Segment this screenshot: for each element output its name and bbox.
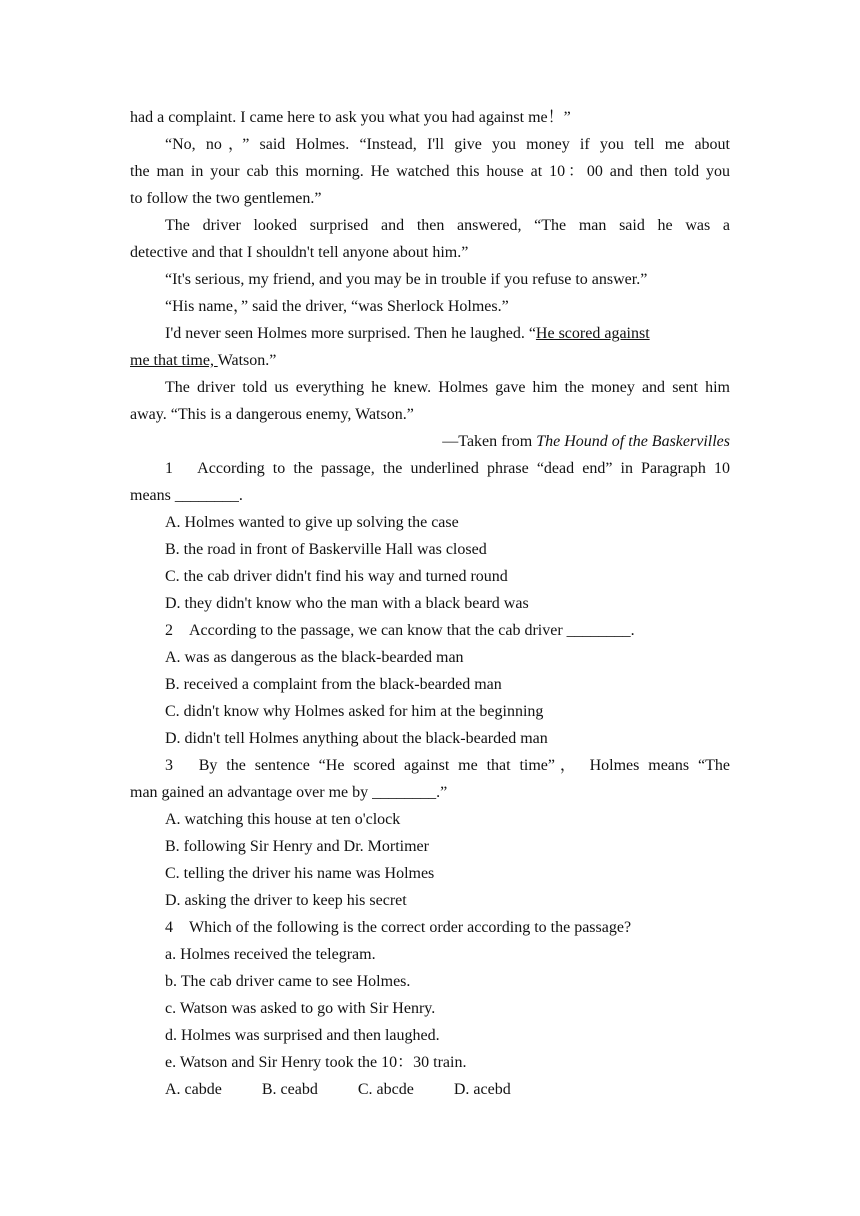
question-stem: 3 By the sentence “He scored against me that time”， Holmes means “The xyxy=(165,757,730,774)
source-title: The Hound of the Baskervilles xyxy=(536,433,730,450)
passage-line: The driver looked surprised and then answered, “The man said he was a xyxy=(165,217,730,234)
answer-option: B. received a complaint from the black-bearded man xyxy=(165,676,502,693)
answer-option: C. didn't know why Holmes asked for him at the beginning xyxy=(165,703,544,720)
answer-option: A. was as dangerous as the black-bearded man xyxy=(165,649,464,666)
passage-line: detective and that I shouldn't tell anyone about him.” xyxy=(130,244,469,261)
passage-line: to follow the two gentlemen.” xyxy=(130,190,322,207)
event-item: c. Watson was asked to go with Sir Henry. xyxy=(165,1000,436,1017)
passage-line: had a complaint. I came here to ask you what you had against me！” xyxy=(130,109,571,126)
event-item: b. The cab driver came to see Holmes. xyxy=(165,973,411,990)
event-item: e. Watson and Sir Henry took the 10：30 train. xyxy=(165,1054,467,1071)
answer-option: A. watching this house at ten o'clock xyxy=(165,811,401,828)
event-item: a. Holmes received the telegram. xyxy=(165,946,376,963)
question-stem: means ________. xyxy=(130,487,243,504)
answer-option: D. asking the driver to keep his secret xyxy=(165,892,407,909)
answer-option: D. didn't tell Holmes anything about the black-bearded man xyxy=(165,730,548,747)
question-stem: 1 According to the passage, the underlined phrase “dead end” in Paragraph 10 xyxy=(165,460,730,477)
source-citation xyxy=(130,428,730,455)
passage-line: “No, no，” said Holmes. “Instead, I'll give you money if you tell me about xyxy=(165,136,730,153)
passage-text: Watson.” xyxy=(217,352,277,369)
source-prefix: —Taken from xyxy=(442,433,537,450)
answer-option: C. abcde xyxy=(357,1081,414,1098)
event-item: d. Holmes was surprised and then laughed. xyxy=(165,1027,440,1044)
passage-line: “It's serious, my friend, and you may be in trouble if you refuse to answer.” xyxy=(165,271,648,288)
passage-text: I'd never seen Holmes more surprised. Then he laughed. “ xyxy=(165,325,536,342)
answer-option: B. following Sir Henry and Dr. Mortimer xyxy=(165,838,429,855)
answer-options-row xyxy=(130,1076,730,1103)
passage-line-with-underline xyxy=(130,320,730,347)
answer-option: C. telling the driver his name was Holmes xyxy=(165,865,435,882)
answer-option: D. acebd xyxy=(453,1081,511,1098)
passage-line: away. “This is a dangerous enemy, Watson.” xyxy=(130,406,414,423)
document-page xyxy=(130,104,730,1103)
question-stem: 4 Which of the following is the correct order according to the passage? xyxy=(165,919,632,936)
passage-line: the man in your cab this morning. He watched this house at 10：00 and then told you xyxy=(130,163,730,180)
answer-option: A. cabde xyxy=(165,1081,222,1098)
question-stem: 2 According to the passage, we can know that the cab driver ________. xyxy=(165,622,635,639)
passage-line: “His name，” said the driver, “was Sherlock Holmes.” xyxy=(165,298,509,315)
passage-line-with-underline xyxy=(130,347,730,374)
question-stem: man gained an advantage over me by ________.” xyxy=(130,784,448,801)
answer-option: B. ceabd xyxy=(261,1081,318,1098)
answer-option: A. Holmes wanted to give up solving the case xyxy=(165,514,459,531)
answer-option: C. the cab driver didn't find his way and turned round xyxy=(165,568,508,585)
underlined-phrase: He scored against xyxy=(535,325,650,342)
answer-option: D. they didn't know who the man with a black beard was xyxy=(165,595,529,612)
passage-line: The driver told us everything he knew. Holmes gave him the money and sent him xyxy=(165,379,730,396)
underlined-phrase: me that time, xyxy=(130,352,218,369)
answer-option: B. the road in front of Baskerville Hall was closed xyxy=(165,541,487,558)
